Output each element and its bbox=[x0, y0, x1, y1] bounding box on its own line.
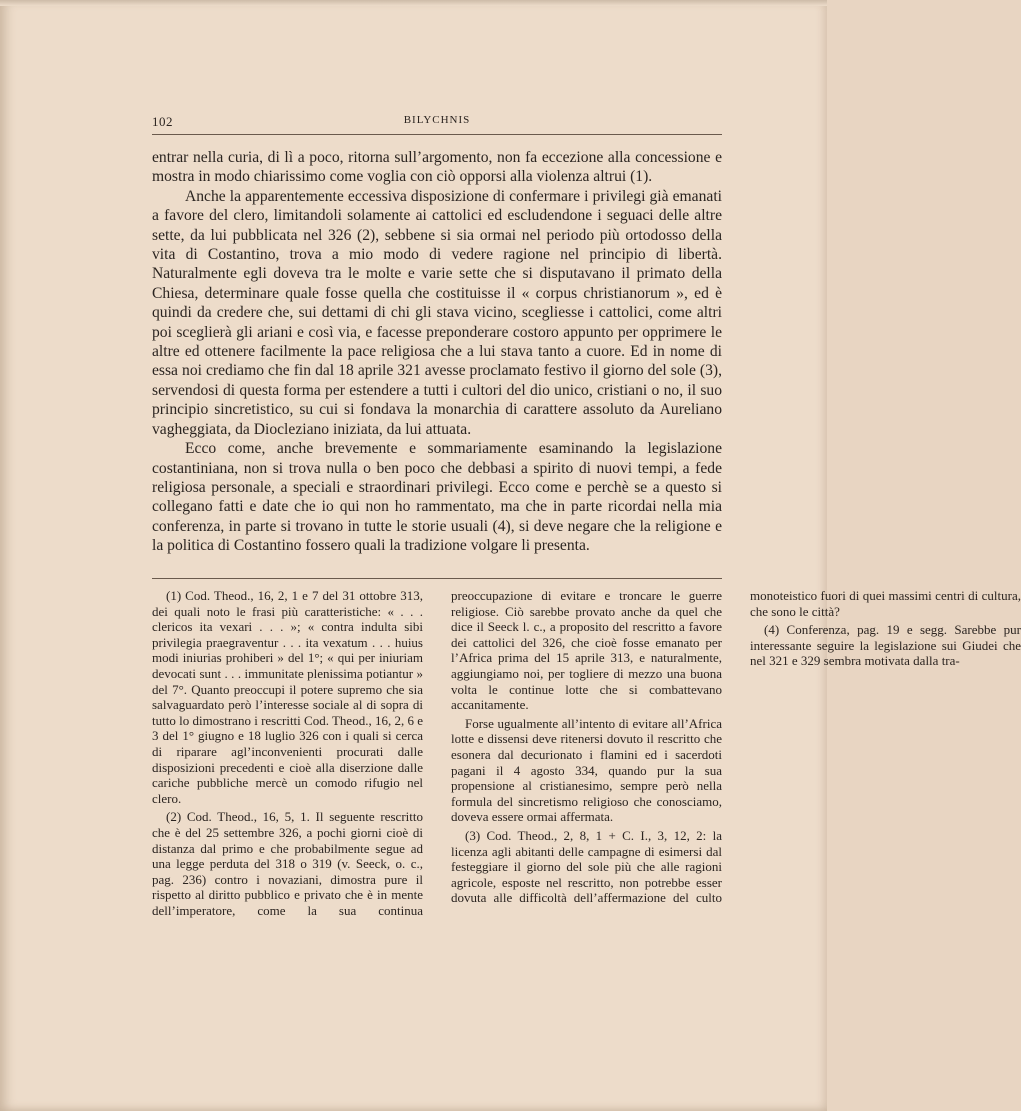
page-number: 102 bbox=[152, 114, 173, 129]
page-top-edge bbox=[0, 0, 827, 6]
footnote-rule bbox=[152, 578, 722, 579]
body-paragraph: Ecco come, anche brevemente e sommariamente esaminando la legislazione costantiniana, non si trova nulla o ben poco che debbasi a spirito di nuovi tempi, a fede religiosa personale, a speciali e straordinari privilegi. Ecco come e perchè se a questo si collegano fatti e date che io qui non ho rammentato, ma che in parte ricordai nella mia conferenza, in parte si trovano in tutte le storie usuali (4), si deve negare che la religione e la politica di Costantino fossero quali la tradizione volgare li presenta. bbox=[152, 440, 722, 555]
footnote: (1) Cod. Theod., 16, 2, 1 e 7 del 31 ottobre 313, dei quali noto le frasi più caratteristiche: « . . . clericos ita vexari . . . »; « contra indulta sibi privilegia praegraventur . . . ita vexatum . . . huius modi iniurias prohiberi » del 1°; « qui per iniuriam devocati sunt . . . immunitate plenissima potiantur » del 7°. Quanto preoccupi il potere supremo che sia salvaguardato però l’interesse sociale al di sopra di tutto lo dimostrano i rescritti Cod. Theod., 16, 2, 6 e 3 del 1° giugno e 18 luglio 326 con i quali si cerca di riparare agl’inconvenienti procurati dalle disposizioni precedenti e cioè alla diserzione dalle cariche pubbliche mercè un comodo rifugio nel clero. bbox=[152, 588, 423, 806]
footnote: (3) Cod. Theod., 2, 8, 1 + C. I., 3, 12, 2: la licenza agli abitanti delle campagne di esimersi dal festeggiare il giorno del sole più che alle ragioni agricole, esposte nel rescritto, non potrebbe esser dovuta alle difficoltà dell’affermazione del culto monoteistico fuori di quei massimi centri di cultura, che sono le città? bbox=[451, 588, 1021, 906]
footnote: (4) Conferenza, pag. 19 e segg. Sarebbe pur interessante seguire la legislazione sui Giudei che nel 321 e 329 sembra motivata dalla tra- bbox=[750, 622, 1021, 669]
footnote: Forse ugualmente all’intento di evitare all’Africa lotte e dissensi deve ritenersi dovuto il rescritto che esonera dal decurionato i flamini ed i sacerdoti pagani il 4 agosto 334, quando pur la sua propensione al cristianesimo, sempre però nella formula del sincretismo religioso che conosciamo, doveva essere ormai affermata. bbox=[451, 715, 722, 825]
body-paragraph: Anche la apparentemente eccessiva disposizione di confermare i privilegi già emanati a favore del clero, limitandoli solamente ai cattolici ed escludendone i seguaci delle altre sette, da lui pubblicata nel 326 (2), sebbene si sia ormai nel periodo più ortodosso della vita di Costantino, trova a mio modo di vedere ragione nel principio di libertà. Naturalmente egli doveva tra le molte e varie sette che si disputavano il primato della Chiesa, determinare quale fosse quella che costituisse il « corpus christianorum », ed è quindi da credere che, sui dettami di chi gli stava vicino, scegliesse i cattolici, come altri poi sceglierà gli ariani e così via, e facesse preponderare costoro appunto per opprimere le altre ed ottenere facilmente la pace religiosa che a lui stava tanto a cuore. Ed in nome di essa noi crediamo che fin dal 18 aprile 321 avesse proclamato festivo il giorno del sole (3), servendosi di questa forma per estendere a tutti i cultori del dio unico, cristiani o no, il suo principio sincretistico, su cui si fondava la monarchia di carattere assoluto da Aureliano vagheggiata, da Diocleziano iniziata, da lui attuata. bbox=[152, 187, 722, 438]
body-paragraph: entrar nella curia, di lì a poco, ritorna sull’argomento, non fa eccezione alla concessione e mostra in modo chiarissimo come voglia con ciò opporsi alla violenza altrui (1). bbox=[152, 149, 722, 186]
running-head: BILYCHNIS bbox=[403, 114, 471, 126]
footnotes bbox=[152, 588, 1021, 923]
footnote: (2) Cod. Theod., 16, 5, 1. Il seguente rescritto che è del 25 settembre 326, a pochi giorni cioè di distanza dal primo e che probabilmente segue ad una legge perduta del 318 o 319 (v. Seeck, o. c., pag. 236) contro i novaziani, dimostra pure il rispetto al diritto pubblico e privato che è in mente dell’imperatore, come la sua continua preoccupazione di evitare e troncare le guerre religiose. Ciò sarebbe provato anche da quel che dice il Seeck l. c., a proposito del rescritto a favore dei cattolici del 326, che cioè fosse emanato per l’Africa prima del 15 aprile 313, e naturalmente, aggiungiamo noi, per togliere di mezzo una buona volta le continue lotte che si combattevano accanitamente. bbox=[152, 588, 722, 918]
page-header bbox=[152, 114, 722, 134]
header-rule bbox=[152, 134, 722, 135]
main-text bbox=[152, 148, 722, 556]
